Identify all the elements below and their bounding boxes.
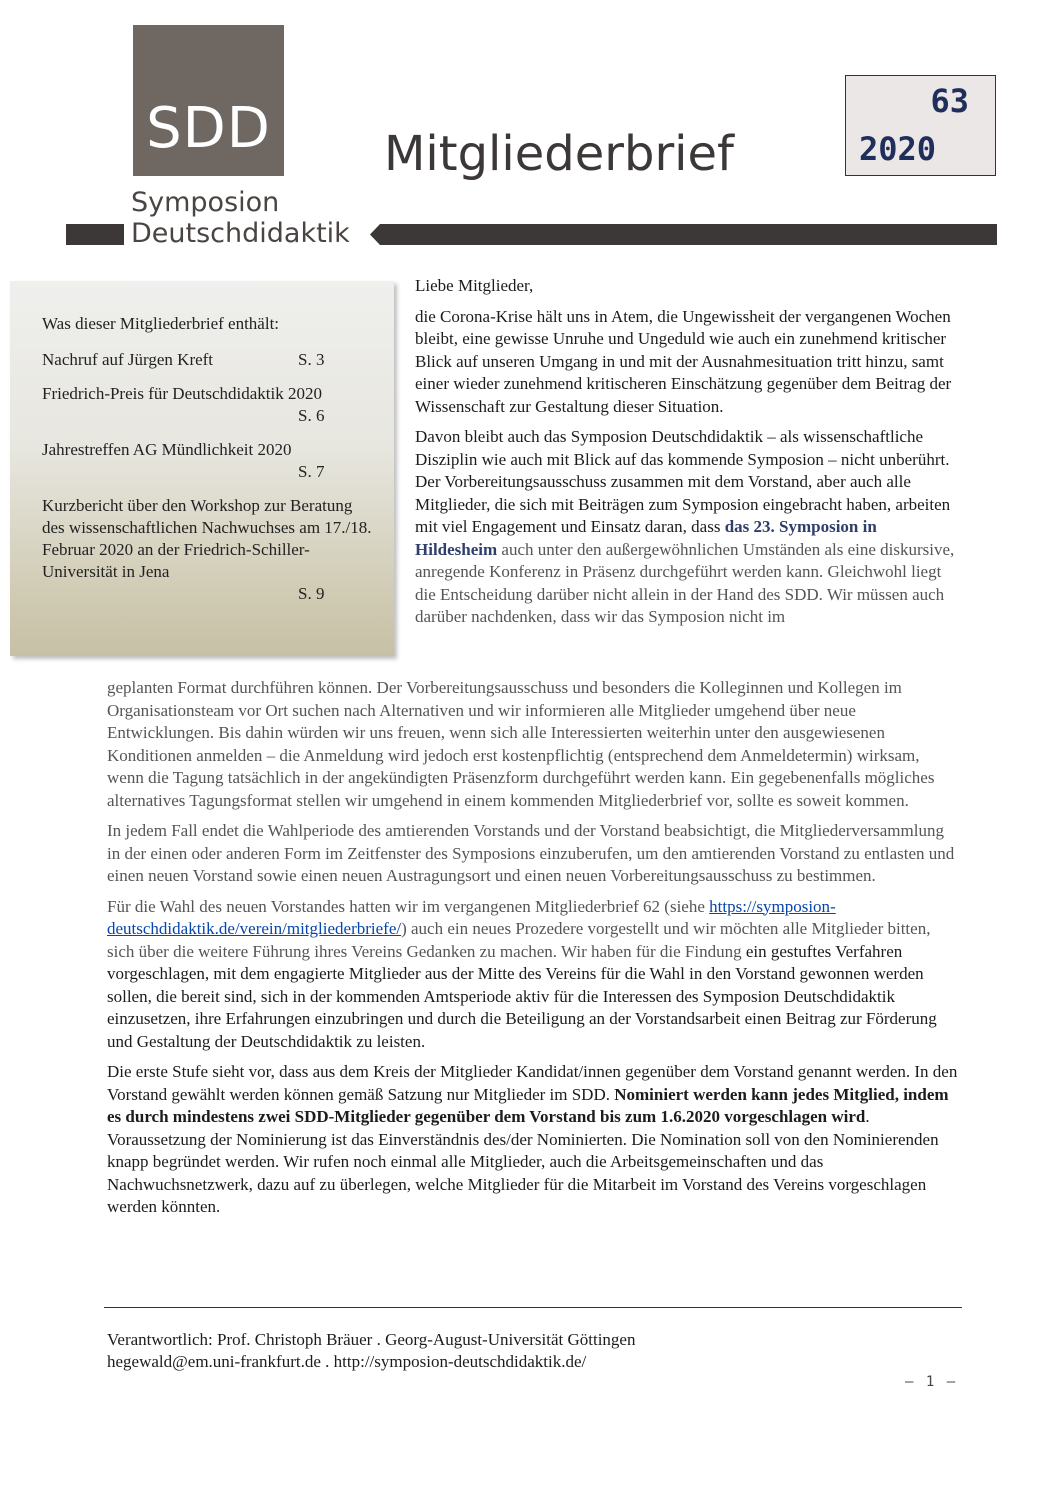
toc-item <box>42 383 374 427</box>
toc-item-text: Nachruf auf Jürgen Kreft <box>42 350 214 369</box>
issue-year: 2020 <box>859 130 937 168</box>
letter-body <box>107 677 959 1227</box>
page-title: Mitgliederbrief <box>384 126 734 182</box>
logo-line-1: Symposion <box>131 187 280 218</box>
mitgliederbriefe-link[interactable]: https://symposion-deutschdidaktik.de/verein/mitgliederbriefe/ <box>107 896 836 938</box>
toc-item-text: Kurzbericht über den Workshop zur Beratung des wissenschaftlichen Nachwuchses am 17./18. Februar 2020 an der Friedrich-Schiller-Universität in Jena <box>42 496 372 581</box>
paragraph-4-continued: ) auch ein neues Prozedere vorgestellt und wir möchten alle Mitglieder bitten, sich über die weitere Führung ihres Vereins Gedanken zu machen. Wir haben für die Findung <box>107 919 931 961</box>
footer <box>107 1329 635 1373</box>
page-number: – 1 – <box>905 1374 958 1390</box>
header-band-left <box>66 224 124 245</box>
salutation: Liebe Mitglieder, <box>415 276 534 295</box>
toc-item <box>42 439 374 483</box>
footer-responsible: Verantwortlich: Prof. Christoph Bräuer . Georg-August-Universität Göttingen <box>107 1330 636 1349</box>
paragraph-5-highlight: Nominiert werden kann jedes Mitglied, indem es durch mindestens zwei SDD-Mitglieder gegenüber dem Vorstand bis zum 1.6.2020 vorgeschlagen wird <box>107 1084 949 1126</box>
toc-item-text: Jahrestreffen AG Mündlichkeit 2020 <box>42 440 292 459</box>
toc-item-text: Friedrich-Preis für Deutschdidaktik 2020 <box>42 384 322 403</box>
sdd-logo <box>133 25 284 176</box>
paragraph-5-text: Die erste Stufe sieht vor, dass aus dem Kreis der Mitglieder Kandidat/innen gegenüber dem Vorstand genannt werden. In den Vorstand gewählt werden können gemäß Satzung nur Mitglieder im SDD. <box>107 1062 958 1104</box>
toc-item <box>42 495 374 605</box>
logo-line-2: Deutschdidaktik <box>131 218 350 249</box>
toc-heading: Was dieser Mitgliederbrief enthält: <box>42 314 280 333</box>
toc-item-page: S. 3 <box>298 350 325 369</box>
paragraph-5 <box>107 1061 959 1219</box>
paragraph-5-continued: . Voraussetzung der Nominierung ist das Einverständnis des/der Nominierten. Die Nomination soll von den Nominierenden knapp begründet werden. Wir rufen noch einmal alle Mitglieder, auch die Arbeitsgemeinschaften und das Nachwuchsnetzwerk, dazu auf zu überlegen, welche Mitglieder für die Mitarbeit im Vorstand des Vereins vorgeschlagen werden könnten. <box>107 1107 939 1216</box>
issue-box <box>845 75 996 176</box>
paragraph-3: In jedem Fall endet die Wahlperiode des amtierenden Vorstands und der Vorstand beabsichtigt, die Mitgliederversammlung in der einen oder anderen Form im Zeitfenster des Symposions einzuberufen, um den amtierenden Vorstand zu entlasten und einen neuen Vorstand sowie einen neuen Austragungsort und einen neuen Vorbereitungsausschuss zu bestimmen. <box>107 821 955 885</box>
issue-number: 63 <box>930 82 969 120</box>
logo-abbr: SDD <box>146 96 271 161</box>
footer-divider <box>104 1307 962 1308</box>
letter-intro <box>415 275 960 637</box>
paragraph-2-highlight: das 23. Symposion in Hildesheim <box>415 517 877 559</box>
footer-contact: hegewald@em.uni-frankfurt.de . http://symposion-deutschdidaktik.de/ <box>107 1352 587 1371</box>
paragraph-2-text: Davon bleibt auch das Symposion Deutschdidaktik – als wissenschaftliche Disziplin wie auch mit Blick auf das kommende Symposion – nicht unberührt. Der Vorbereitungsausschuss zusammen mit dem Vorstand, aber auch alle Mitglieder, die sich mit Beiträgen zum Symposion eingebracht haben, arbeiten mit viel Engagement und Einsatz daran, dass <box>415 427 951 536</box>
paragraph-2-continued: auch unter den außergewöhnlichen Umständen als eine diskursive, anregende Konferenz in Präsenz durchgeführt werden kann. Gleichwohl liegt die Entscheidung darüber nicht allein in der Hand des SDD. Wir müssen auch darüber nachdenken, dass wir das Symposion nicht im <box>415 539 955 626</box>
paragraph-4 <box>107 896 959 1054</box>
header-band-right <box>370 224 997 245</box>
toc-item-page: S. 6 <box>298 406 325 425</box>
toc-item-page: S. 7 <box>298 462 325 481</box>
toc-item-page: S. 9 <box>298 584 325 603</box>
paragraph-4-text: Für die Wahl des neuen Vorstandes hatten wir im vergangenen Mitgliederbrief 62 (siehe <box>107 896 705 916</box>
paragraph-1: die Corona-Krise hält uns in Atem, die Ungewissheit der vergangenen Wochen bleibt, eine gewisse Unruhe und Ungeduld wie auch ein zunehmend kritischer Blick auf unseren Umgang in und mit der Ausnahmesituation tritt hinzu, samt einer wieder zunehmend kritischeren Einschätzung gegenüber dem Beitrag der Wissenschaft zur Gestaltung dieser Situation. <box>415 306 952 416</box>
paragraph-2-end: geplanten Format durchführen können. Der Vorbereitungsausschuss und besonders die Kolleginnen und Kollegen im Organisationsteam vor Ort suchen nach Alternativen und wir informieren alle Mitglieder umgehend über neue Entwicklungen. Bis dahin würden wir uns freuen, wenn sich alle Interessierten weiterhin unter den ausgewiesenen Konditionen anmelden – die Anmeldung wird jedoch erst kostenpflichtig (entsprechend dem Anmeldetermin) wirksam, wenn die Tagung tatsächlich in der angekündigten Präsenzform durchgeführt werden kann. Ein gegebenenfalls mögliches alternatives Tagungsformat stellen wir umgehend in einem kommenden Mitgliederbrief vor, sollte es soweit kommen. <box>107 678 935 810</box>
paragraph-2 <box>415 426 960 629</box>
paragraph-4-end: ein gestuftes Verfahren vorgeschlagen, mit dem engagierte Mitglieder aus der Mitte des Vereins für die Wahl in den Vorstand gewonnen werden sollen, die bereit sind, sich in der kommenden Amtsperiode aktiv für die Interessen des Symposion Deutschdidaktik einzusetzen, ihre Erfahrungen einzubringen und durch die Beteiligung an der Vorstandsarbeit einen Beitrag zur Förderung und Gestaltung der Deutschdidaktik zu leisten. <box>107 941 937 1051</box>
toc-box <box>10 281 394 656</box>
toc-item <box>42 349 374 371</box>
